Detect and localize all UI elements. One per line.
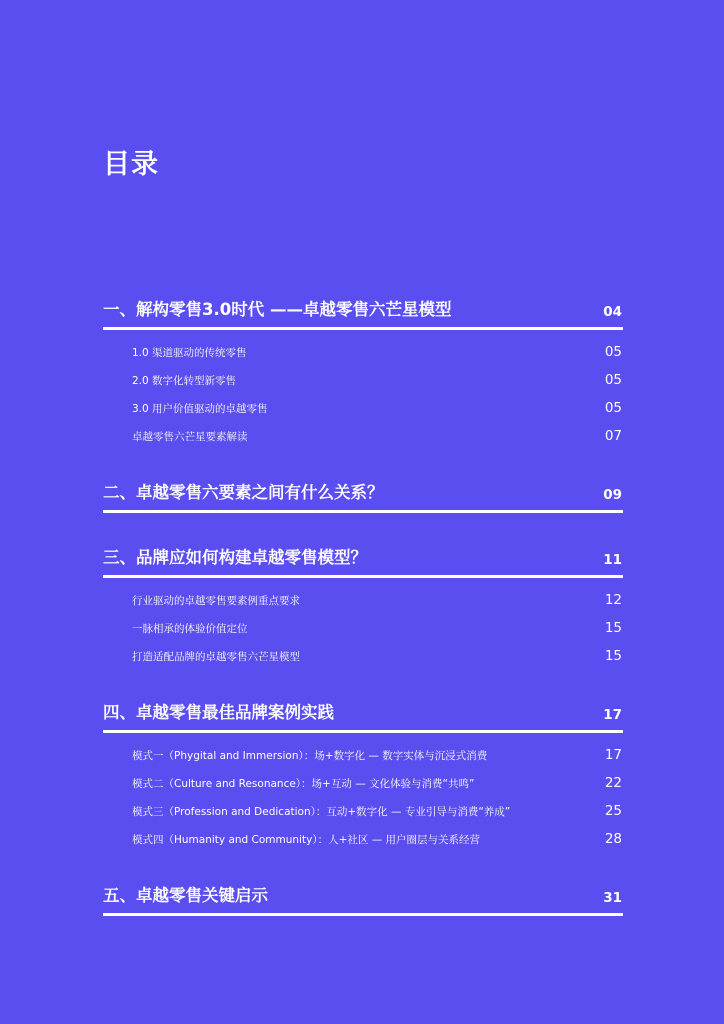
- entry-page-number: 17: [604, 747, 622, 763]
- entry-title: 打造适配品牌的卓越零售六芒星模型: [132, 650, 300, 663]
- entry-title: 行业驱动的卓越零售要素例重点要求: [132, 594, 300, 607]
- toc-section-4: [103, 699, 623, 853]
- toc-entry[interactable]: [103, 366, 623, 394]
- page-title: 目录: [103, 149, 159, 180]
- section-items: [103, 586, 623, 670]
- section-page-number: 17: [603, 707, 622, 723]
- entry-page-number: 05: [604, 344, 622, 360]
- entry-title: 3.0 用户价值驱动的卓越零售: [132, 402, 268, 415]
- section-page-number: 04: [603, 304, 622, 320]
- entry-page-number: 05: [604, 372, 622, 388]
- entry-page-number: 25: [604, 803, 622, 819]
- toc-section-1: [103, 296, 623, 450]
- entry-page-number: 22: [604, 775, 622, 791]
- entry-title: 一脉相承的体验价值定位: [132, 622, 248, 635]
- section-title: 三、品牌应如何构建卓越零售模型？: [103, 548, 367, 567]
- section-items: [103, 741, 623, 853]
- entry-title: 卓越零售六芒星要素解读: [132, 430, 248, 443]
- section-title: 五、卓越零售关键启示: [103, 886, 268, 905]
- entry-title: 模式三（Profession and Dedication）：互动+数字化 — 专业引导与消费“养成”: [132, 805, 511, 818]
- section-heading[interactable]: [103, 479, 623, 513]
- entry-title: 模式一（Phygital and Immersion）：场+数字化 — 数字实体与沉浸式消费: [132, 749, 488, 762]
- entry-title: 1.0 渠道驱动的传统零售: [132, 346, 247, 359]
- section-items: [103, 338, 623, 450]
- toc-entry[interactable]: [103, 614, 623, 642]
- entry-title: 模式二（Culture and Resonance）：场+互动 — 文化体验与消费“共鸣”: [132, 777, 475, 790]
- entry-page-number: 12: [604, 592, 622, 608]
- section-heading[interactable]: [103, 296, 623, 330]
- entry-title: 2.0 数字化转型新零售: [132, 374, 237, 387]
- toc-entry[interactable]: [103, 586, 623, 614]
- section-page-number: 31: [603, 890, 622, 906]
- section-title: 二、卓越零售六要素之间有什么关系？: [103, 483, 384, 502]
- toc-entry[interactable]: [103, 797, 623, 825]
- section-heading[interactable]: [103, 544, 623, 578]
- section-heading[interactable]: [103, 699, 623, 733]
- entry-page-number: 15: [604, 620, 622, 636]
- toc-entry[interactable]: [103, 422, 623, 450]
- entry-title: 模式四（Humanity and Community）：人+社区 — 用户圈层与关系经营: [132, 833, 481, 846]
- entry-page-number: 28: [604, 831, 622, 847]
- toc-entry[interactable]: [103, 338, 623, 366]
- toc-entry[interactable]: [103, 769, 623, 797]
- section-page-number: 11: [603, 552, 622, 568]
- section-page-number: 09: [603, 487, 622, 503]
- entry-page-number: 15: [604, 648, 622, 664]
- section-title: 四、卓越零售最佳品牌案例实践: [103, 703, 334, 722]
- toc-section-5: [103, 882, 623, 916]
- toc-entry[interactable]: [103, 741, 623, 769]
- toc-section-3: [103, 544, 623, 670]
- section-title: 一、解构零售3.0时代 ——卓越零售六芒星模型: [103, 300, 452, 319]
- entry-page-number: 07: [604, 428, 622, 444]
- toc-section-2: [103, 479, 623, 513]
- toc-entry[interactable]: [103, 825, 623, 853]
- toc-entry[interactable]: [103, 642, 623, 670]
- entry-page-number: 05: [604, 400, 622, 416]
- toc-entry[interactable]: [103, 394, 623, 422]
- section-heading[interactable]: [103, 882, 623, 916]
